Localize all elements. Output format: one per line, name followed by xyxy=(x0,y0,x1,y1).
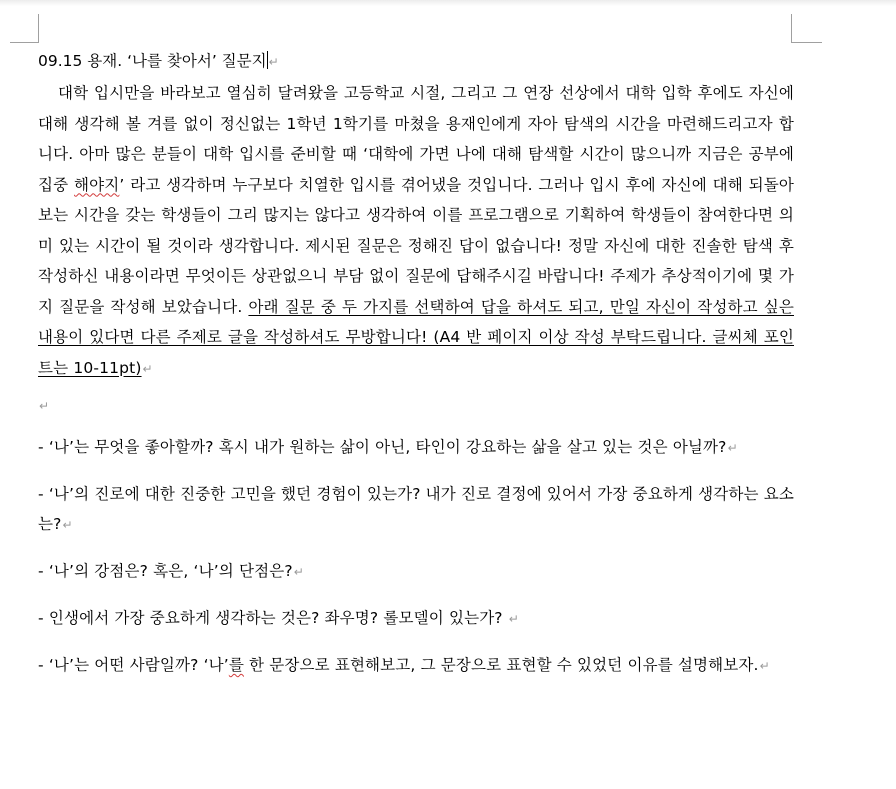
spellcheck-underlined-word: 해야지 xyxy=(74,175,120,194)
margin-corner-top-right xyxy=(791,14,822,43)
paragraph-mark-icon: ↵ xyxy=(142,361,153,376)
intro-text-1: 대학 입시만을 바라보고 열심히 달려왔을 고등학교 시절, 그리고 그 연장 선상에서 대학 입학 후에도 자신에 대해 생각해 볼 겨를 없이 정신없는 1학년 1학기를 마쳤을 용재인에게 자아 탐색의 시간을 마련해드리고자 합니다. 아마 많은 분들이 대학 입시를 준비할 때 ‘대학에 가면 나에 대해 탐색할 시간이 많으니까 지금은 공부에 집중 xyxy=(38,84,794,194)
question-text: - ‘나’는 어떤 사람일까? ‘나’ xyxy=(38,656,229,674)
question-text: - ‘나’의 진로에 대한 진중한 고민을 했던 경험이 있는가? 내가 진로 결정에 있어서 가장 중요하게 생각하는 요소는? xyxy=(38,485,794,533)
question-2[interactable] xyxy=(38,479,794,540)
question-4[interactable] xyxy=(38,603,794,634)
intro-paragraph[interactable] xyxy=(38,78,794,384)
paragraph-mark-icon: ↵ xyxy=(62,518,73,532)
window-top-edge xyxy=(0,0,896,6)
spellcheck-underlined-word: 를 xyxy=(228,656,244,674)
question-5[interactable] xyxy=(38,650,794,681)
question-text: - ‘나’의 강점은? 혹은, ‘나’의 단점은? xyxy=(38,562,293,580)
paragraph-mark-icon: ↵ xyxy=(759,659,770,673)
title-text: 09.15 용재. ‘나를 찾아서’ 질문지 xyxy=(38,52,267,70)
question-text-cont: 한 문장으로 표현해보고, 그 문장으로 표현할 수 있었던 이유를 설명해보자. xyxy=(243,656,759,674)
empty-paragraph[interactable] xyxy=(38,390,794,420)
document-page[interactable] xyxy=(38,48,794,681)
paragraph-mark-icon: ↵ xyxy=(293,565,304,579)
margin-corner-top-left xyxy=(10,14,39,43)
paragraph-mark-icon: ↵ xyxy=(727,441,738,455)
paragraph-mark-icon: ↵ xyxy=(268,55,279,69)
underlined-instruction: 아래 질문 중 두 가지를 선택하여 답을 하셔도 되고, 만일 자신이 작성하고 싶은 내용이 있다면 다른 주제로 글을 작성하셔도 무방합니다! (A4 반 페이지 이상 작성 부탁드립니다. 글씨체 포인트는 10-11pt) xyxy=(38,297,794,377)
text-cursor xyxy=(267,51,268,69)
paragraph-mark-icon: ↵ xyxy=(508,612,519,626)
question-1[interactable] xyxy=(38,432,794,463)
question-text: - 인생에서 가장 중요하게 생각하는 것은? 좌우명? 롤모델이 있는가? xyxy=(38,609,508,627)
document-title[interactable] xyxy=(38,48,794,78)
paragraph-mark-icon: ↵ xyxy=(39,399,50,413)
intro-text-2: ’ 라고 생각하며 누구보다 치열한 입시를 겪어냈을 것입니다. 그러나 입시 후에 자신에 대해 되돌아보는 시간을 갖는 학생들이 그리 많지는 않다고 생각하여 이를 프로그램으로 기획하여 학생들이 참여한다면 의미 있는 시간이 될 것이라 생각합니다. 제시된 질문은 정해진 답이 없습니다! 정말 자신에 대한 진솔한 탐색 후 작성하신 내용이라면 무엇이든 상관없으니 부담 없이 질문에 답해주시길 바랍니다! 주제가 추상적이기에 몇 가지 질문을 작성해 보았습니다. xyxy=(38,175,794,316)
question-3[interactable] xyxy=(38,556,794,587)
question-text: - ‘나’는 무엇을 좋아할까? 혹시 내가 원하는 삶이 아닌, 타인이 강요하는 삶을 살고 있는 것은 아닐까? xyxy=(38,438,727,456)
